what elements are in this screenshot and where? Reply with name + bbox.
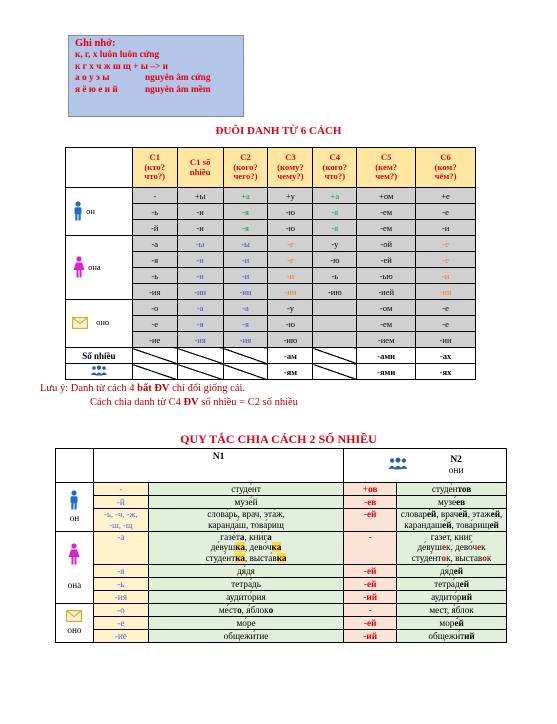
empty-diagonal-cell bbox=[313, 348, 357, 364]
cell: -и bbox=[177, 204, 223, 220]
cell: -ю bbox=[313, 252, 357, 268]
table2-title: QUY TẮC CHIA CÁCH 2 SỐ NHIỀU bbox=[180, 432, 377, 446]
empty-diagonal-cell bbox=[313, 300, 357, 316]
cell: +у bbox=[268, 188, 313, 204]
cell: -ем bbox=[357, 220, 416, 236]
empty-diagonal-cell bbox=[132, 364, 177, 380]
empty-diagonal-cell bbox=[132, 348, 177, 364]
cell: -ии bbox=[416, 284, 476, 300]
corner-cell bbox=[56, 449, 94, 483]
n1-cell: ме́сто, я́блоко bbox=[148, 603, 343, 616]
caution-note bbox=[40, 382, 298, 409]
table1-header-row bbox=[66, 148, 476, 188]
gender-ono-label: оно bbox=[96, 317, 110, 328]
cell: -е bbox=[268, 236, 313, 252]
cell: -ю bbox=[268, 204, 313, 220]
header-c3: C3 (кому? чему?) bbox=[268, 148, 313, 188]
cell: -я bbox=[223, 316, 268, 332]
cell: -ю bbox=[268, 220, 313, 236]
table-row bbox=[66, 236, 476, 252]
caution-line-1: Lưu ý: Danh từ cách 4 bất ĐV chỉ đổi giống cái. bbox=[40, 383, 246, 394]
cell: -и bbox=[223, 252, 268, 268]
plural-label: Số nhiều bbox=[66, 348, 133, 364]
cell: -ь bbox=[313, 268, 357, 284]
cell: -я bbox=[313, 204, 357, 220]
gender-ona-label: она bbox=[88, 261, 101, 272]
cell: -ы bbox=[223, 236, 268, 252]
table2-header-row bbox=[56, 449, 507, 483]
gender-on-label: он bbox=[69, 512, 80, 523]
cell: -ь bbox=[132, 204, 177, 220]
cell: -я bbox=[177, 316, 223, 332]
gender-ono-cell bbox=[56, 603, 94, 642]
cell: -е bbox=[416, 316, 476, 332]
ending-cell: -е bbox=[93, 616, 148, 629]
table-row bbox=[66, 364, 476, 380]
n1-cell: музе́й bbox=[148, 496, 343, 509]
suffix-cell: -ий bbox=[344, 629, 397, 642]
cell: -е bbox=[268, 252, 313, 268]
memo-hard-vowels: а о у э ы bbox=[75, 73, 110, 84]
cell: -е bbox=[132, 316, 177, 332]
cell: -я bbox=[223, 220, 268, 236]
female-person-icon bbox=[56, 543, 93, 568]
cell: -е bbox=[416, 252, 476, 268]
cell: -ия bbox=[223, 332, 268, 348]
cell: -ии bbox=[268, 284, 313, 300]
envelope-icon bbox=[56, 610, 93, 625]
n2-cell: тетра́дей bbox=[397, 577, 507, 590]
n2-cell: общежи́тий bbox=[397, 629, 507, 642]
cell: -ие bbox=[132, 332, 177, 348]
table-row bbox=[56, 603, 507, 616]
cell: -ы bbox=[177, 236, 223, 252]
table-row bbox=[66, 188, 476, 204]
header-c6: C6 (ком? чём?) bbox=[416, 148, 476, 188]
cell: -ям bbox=[268, 364, 313, 380]
cell: -ами bbox=[357, 348, 416, 364]
cell: -й bbox=[132, 220, 177, 236]
cell: +а bbox=[223, 188, 268, 204]
suffix-cell: +ов bbox=[344, 483, 397, 496]
n2-cell: газе́т, книг де́вушек, дево́чек студе́нток, выставок bbox=[397, 531, 507, 564]
n2-cell: словаре́й, враче́й, этаже́й, карандаше́й, това́рищей bbox=[397, 509, 507, 532]
cell: - bbox=[132, 188, 177, 204]
gender-ona-label: она bbox=[67, 580, 82, 591]
gender-ona-cell bbox=[56, 531, 94, 603]
n2-cell: музе́ев bbox=[397, 496, 507, 509]
suffix-cell: - bbox=[344, 603, 397, 616]
group-people-icon bbox=[387, 457, 409, 474]
caution-line-2: Cách chia danh từ C4 ĐV số nhiều = C2 số nhiều bbox=[90, 396, 298, 408]
cell: +ы bbox=[177, 188, 223, 204]
empty-diagonal-cell bbox=[223, 348, 268, 364]
cell: -я bbox=[223, 204, 268, 220]
suffix-cell: -ей bbox=[344, 616, 397, 629]
table-row bbox=[56, 629, 507, 642]
empty-diagonal-cell bbox=[313, 364, 357, 380]
cell: -ем bbox=[357, 316, 416, 332]
n1-cell: аудито́рия bbox=[148, 590, 343, 603]
cell: -и bbox=[177, 220, 223, 236]
male-person-icon bbox=[72, 201, 84, 223]
ending-cell: -ь bbox=[93, 577, 148, 590]
n1-cell: общежи́тие bbox=[148, 629, 343, 642]
cell: -ями bbox=[357, 364, 416, 380]
case-endings-table bbox=[65, 147, 476, 380]
table-row bbox=[66, 348, 476, 364]
table-row bbox=[56, 564, 507, 577]
ending-cell: -ия bbox=[93, 590, 148, 603]
header-c4: C4 (кого? что?) bbox=[313, 148, 357, 188]
ending-cell: -я bbox=[93, 564, 148, 577]
ending-cell: -о bbox=[93, 603, 148, 616]
empty-diagonal-cell bbox=[177, 364, 223, 380]
cell: -ом bbox=[357, 300, 416, 316]
cell: -ии bbox=[177, 284, 223, 300]
cell: -я bbox=[132, 252, 177, 268]
gender-ono-cell bbox=[66, 300, 133, 348]
genitive-plural-table bbox=[55, 448, 507, 643]
table-row bbox=[56, 577, 507, 590]
header-n1: N1 bbox=[93, 449, 343, 483]
empty-diagonal-cell bbox=[223, 364, 268, 380]
header-n2: N2 они bbox=[344, 449, 507, 483]
memo-soft-label: nguyên âm mềm bbox=[145, 85, 211, 96]
n1-cell: студе́нт bbox=[148, 483, 343, 496]
cell: -и bbox=[416, 268, 476, 284]
cell: -е bbox=[416, 236, 476, 252]
cell: -я bbox=[313, 220, 357, 236]
cell: -ях bbox=[416, 364, 476, 380]
table-row bbox=[56, 509, 507, 532]
ending-cell: -й bbox=[93, 496, 148, 509]
cell: -ием bbox=[357, 332, 416, 348]
table-row bbox=[56, 483, 507, 496]
envelope-icon bbox=[72, 317, 88, 331]
n2-cell: мест, я́блок bbox=[397, 603, 507, 616]
header-c5: C5 (кем? чем?) bbox=[357, 148, 416, 188]
header-c1-plural: C1 số nhiều bbox=[177, 148, 223, 188]
suffix-cell: -ей bbox=[344, 509, 397, 532]
cell: -ью bbox=[357, 268, 416, 284]
table1-title: ĐUÔI DANH TỪ 6 CÁCH bbox=[215, 125, 342, 137]
table-row bbox=[66, 300, 476, 316]
n2-cell: море́й bbox=[397, 616, 507, 629]
cell: -ой bbox=[357, 236, 416, 252]
table-row bbox=[56, 590, 507, 603]
cell: -ией bbox=[357, 284, 416, 300]
cell: +е bbox=[416, 188, 476, 204]
cell: -е bbox=[416, 204, 476, 220]
ending-cell: -ие bbox=[93, 629, 148, 642]
memo-line-2: к г х ч ж ш щ + ы –> и bbox=[75, 61, 169, 72]
n1-cell: тетра́дь bbox=[148, 577, 343, 590]
memo-box bbox=[68, 35, 244, 117]
suffix-cell: -ев bbox=[344, 496, 397, 509]
n2-cell: аудито́рий bbox=[397, 590, 507, 603]
cell: -а bbox=[223, 300, 268, 316]
male-person-icon bbox=[56, 490, 93, 513]
gender-on-cell bbox=[66, 188, 133, 236]
plural-icon-cell bbox=[66, 364, 133, 380]
n2-cell: студе́нтов bbox=[397, 483, 507, 496]
cell: +а bbox=[313, 188, 357, 204]
n1-cell: мо́ре bbox=[148, 616, 343, 629]
cell: -а bbox=[132, 236, 177, 252]
suffix-cell: -ей bbox=[344, 577, 397, 590]
gender-on-cell bbox=[56, 483, 94, 532]
gender-ona-cell bbox=[66, 236, 133, 300]
cell: -и bbox=[268, 268, 313, 284]
cell: -ах bbox=[416, 348, 476, 364]
empty-diagonal-cell bbox=[313, 332, 357, 348]
gender-on-label: он bbox=[86, 205, 95, 216]
table-row bbox=[56, 496, 507, 509]
cell: -ию bbox=[313, 284, 357, 300]
memo-soft-vowels: я ё ю е и й bbox=[75, 85, 118, 96]
cell: +ом bbox=[357, 188, 416, 204]
cell: -ь bbox=[132, 268, 177, 284]
cell: -ам bbox=[268, 348, 313, 364]
cell: -ю bbox=[268, 316, 313, 332]
suffix-cell: - bbox=[344, 531, 397, 564]
n2-cell: дя́дей bbox=[397, 564, 507, 577]
cell: -ей bbox=[357, 252, 416, 268]
ending-cell: -ь, -ч, -ж, -ш, -щ bbox=[93, 509, 148, 532]
header-c2: C2 (кого? чего?) bbox=[223, 148, 268, 188]
n1-cell: газе́та, кни́га де́вушка, дево́чка студе́нтка, выста́вка bbox=[148, 531, 343, 564]
suffix-cell: -ий bbox=[344, 590, 397, 603]
cell: -ии bbox=[223, 284, 268, 300]
corner-cell bbox=[66, 148, 133, 188]
group-people-icon bbox=[90, 368, 108, 378]
cell: -о bbox=[132, 300, 177, 316]
n1-cell: дя́дя bbox=[148, 564, 343, 577]
header-c1: C1 (кто? что?) bbox=[132, 148, 177, 188]
gender-ono-label: оно bbox=[67, 624, 82, 635]
table-row bbox=[56, 616, 507, 629]
ending-cell: - bbox=[93, 483, 148, 496]
memo-line-1: к, г, х luôn luôn cứng bbox=[75, 49, 160, 60]
suffix-cell: -ей bbox=[344, 564, 397, 577]
memo-hard-label: nguyên âm cứng bbox=[145, 73, 211, 84]
cell: -ия bbox=[132, 284, 177, 300]
cell: -ии bbox=[416, 332, 476, 348]
cell: -и bbox=[223, 268, 268, 284]
empty-diagonal-cell bbox=[177, 348, 223, 364]
cell: -и bbox=[416, 220, 476, 236]
n1-cell: слова́рь, врач, эта́ж, каранда́ш, това́рищ bbox=[148, 509, 343, 532]
cell: -у bbox=[313, 236, 357, 252]
cell: -е bbox=[416, 300, 476, 316]
cell: -ия bbox=[177, 332, 223, 348]
cell: -и bbox=[177, 268, 223, 284]
ending-cell: -а bbox=[93, 531, 148, 564]
cell: -а bbox=[177, 300, 223, 316]
cell: -ию bbox=[268, 332, 313, 348]
cell: -и bbox=[177, 252, 223, 268]
female-person-icon bbox=[72, 256, 86, 280]
empty-diagonal-cell bbox=[313, 316, 357, 332]
memo-title: Ghi nhớ: bbox=[75, 38, 116, 49]
table-row bbox=[56, 531, 507, 564]
cell: -ем bbox=[357, 204, 416, 220]
cell: -у bbox=[268, 300, 313, 316]
